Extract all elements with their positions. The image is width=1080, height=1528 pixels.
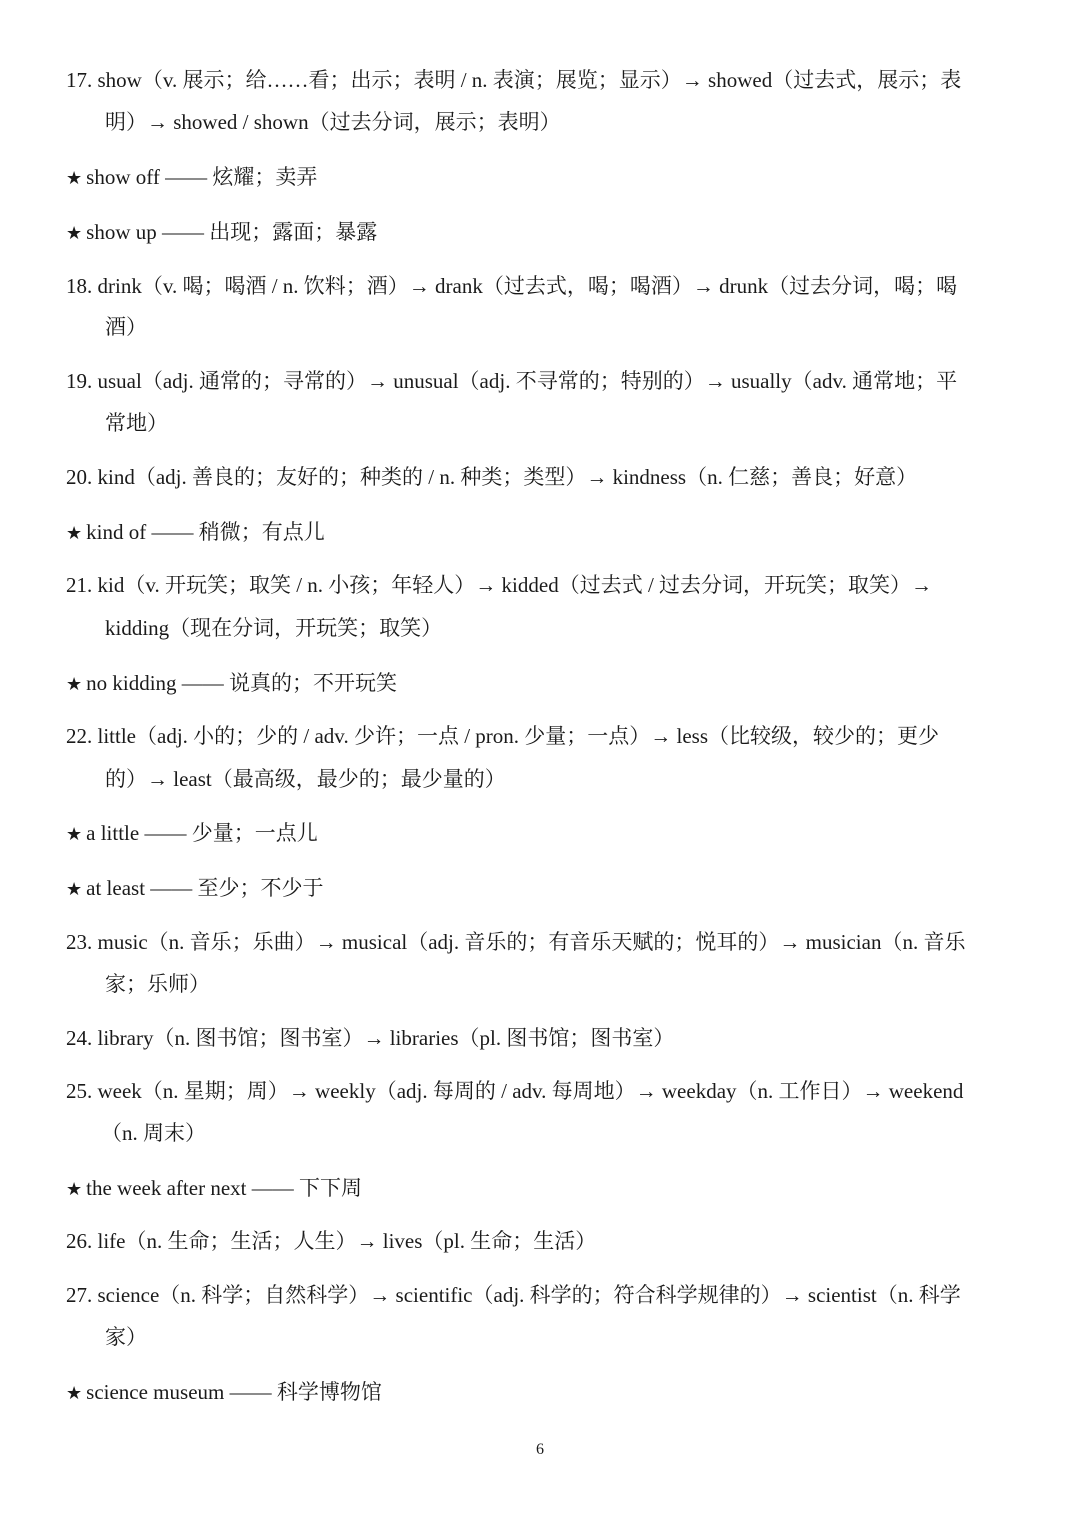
phrase-text: kind of —— 稍微；有点儿: [86, 520, 325, 544]
phrase-text: the week after next —— 下下周: [86, 1176, 362, 1200]
phrase-no-kidding: [66, 669, 397, 697]
star-icon: ★: [66, 1383, 83, 1404]
phrase-at-least: [66, 874, 324, 902]
entry-23-line-1: 23. music（n. 音乐；乐曲）→ musical（adj. 音乐的；有音乐天赋的；悦耳的）→ musician（n. 音乐: [66, 930, 966, 954]
star-icon: ★: [66, 523, 83, 544]
phrase-text: at least —— 至少；不少于: [86, 876, 324, 900]
star-icon: ★: [66, 168, 83, 189]
phrase-text: show off —— 炫耀；卖弄: [86, 165, 318, 189]
star-icon: ★: [66, 674, 83, 695]
entry-18-line-2: 酒）: [105, 315, 147, 339]
entry-25-line-1: 25. week（n. 星期；周）→ weekly（adj. 每周的 / adv. 每周地）→ weekday（n. 工作日）→ weekend: [66, 1079, 964, 1103]
phrase-text: science museum —— 科学博物馆: [86, 1380, 382, 1404]
star-icon: ★: [66, 1179, 83, 1200]
entry-27-line-2: 家）: [105, 1325, 147, 1349]
entry-18-line-1: 18. drink（v. 喝；喝酒 / n. 饮料；酒）→ drank（过去式，喝；喝酒）→ drunk（过去分词，喝；喝: [66, 274, 958, 298]
entry-22-line-2: 的）→ least（最高级，最少的；最少量的）: [105, 767, 506, 791]
page-number: 6: [536, 1441, 544, 1458]
entry-22-line-1: 22. little（adj. 小的；少的 / adv. 少许；一点 / pron. 少量；一点）→ less（比较级，较少的；更少: [66, 724, 940, 748]
entry-24-line-1: 24. library（n. 图书馆；图书室）→ libraries（pl. 图书馆；图书室）: [66, 1026, 675, 1050]
entry-19-line-1: 19. usual（adj. 通常的；寻常的）→ unusual（adj. 不寻常的；特别的）→ usually（adv. 通常地；平: [66, 369, 958, 393]
entry-17-line-1: 17. show（v. 展示；给……看；出示；表明 / n. 表演；展览；显示）→ showed（过去式，展示；表: [66, 68, 962, 92]
star-icon: ★: [66, 879, 83, 900]
entry-21-line-1: 21. kid（v. 开玩笑；取笑 / n. 小孩；年轻人）→ kidded（过去式 / 过去分词，开玩笑；取笑）→: [66, 573, 933, 597]
phrase-show-off: [66, 163, 317, 191]
phrase-text: show up —— 出现；露面；暴露: [86, 220, 378, 244]
entry-23-line-2: 家；乐师）: [105, 972, 210, 996]
entry-26-line-1: 26. life（n. 生命；生活；人生）→ lives（pl. 生命；生活）: [66, 1229, 597, 1253]
phrase-show-up: [66, 218, 377, 246]
phrase-week-after-next: [66, 1174, 362, 1202]
phrase-text: no kidding —— 说真的；不开玩笑: [86, 671, 398, 695]
entry-27-line-1: 27. science（n. 科学；自然科学）→ scientific（adj. 科学的；符合科学规律的）→ scientist（n. 科学: [66, 1283, 961, 1307]
entry-19-line-2: 常地）: [105, 411, 168, 435]
phrase-kind-of: [66, 518, 325, 546]
entry-21-line-2: kidding（现在分词，开玩笑；取笑）: [105, 616, 443, 640]
entry-25-line-2: （n. 周末）: [101, 1121, 206, 1145]
entry-17-line-2: 明）→ showed / shown（过去分词，展示；表明）: [105, 110, 561, 134]
phrase-science-museum: [66, 1378, 382, 1406]
phrase-a-little: [66, 819, 318, 847]
star-icon: ★: [66, 824, 83, 845]
phrase-text: a little —— 少量；一点儿: [86, 821, 318, 845]
star-icon: ★: [66, 223, 83, 244]
entry-20-line-1: 20. kind（adj. 善良的；友好的；种类的 / n. 种类；类型）→ kindness（n. 仁慈；善良；好意）: [66, 465, 918, 489]
